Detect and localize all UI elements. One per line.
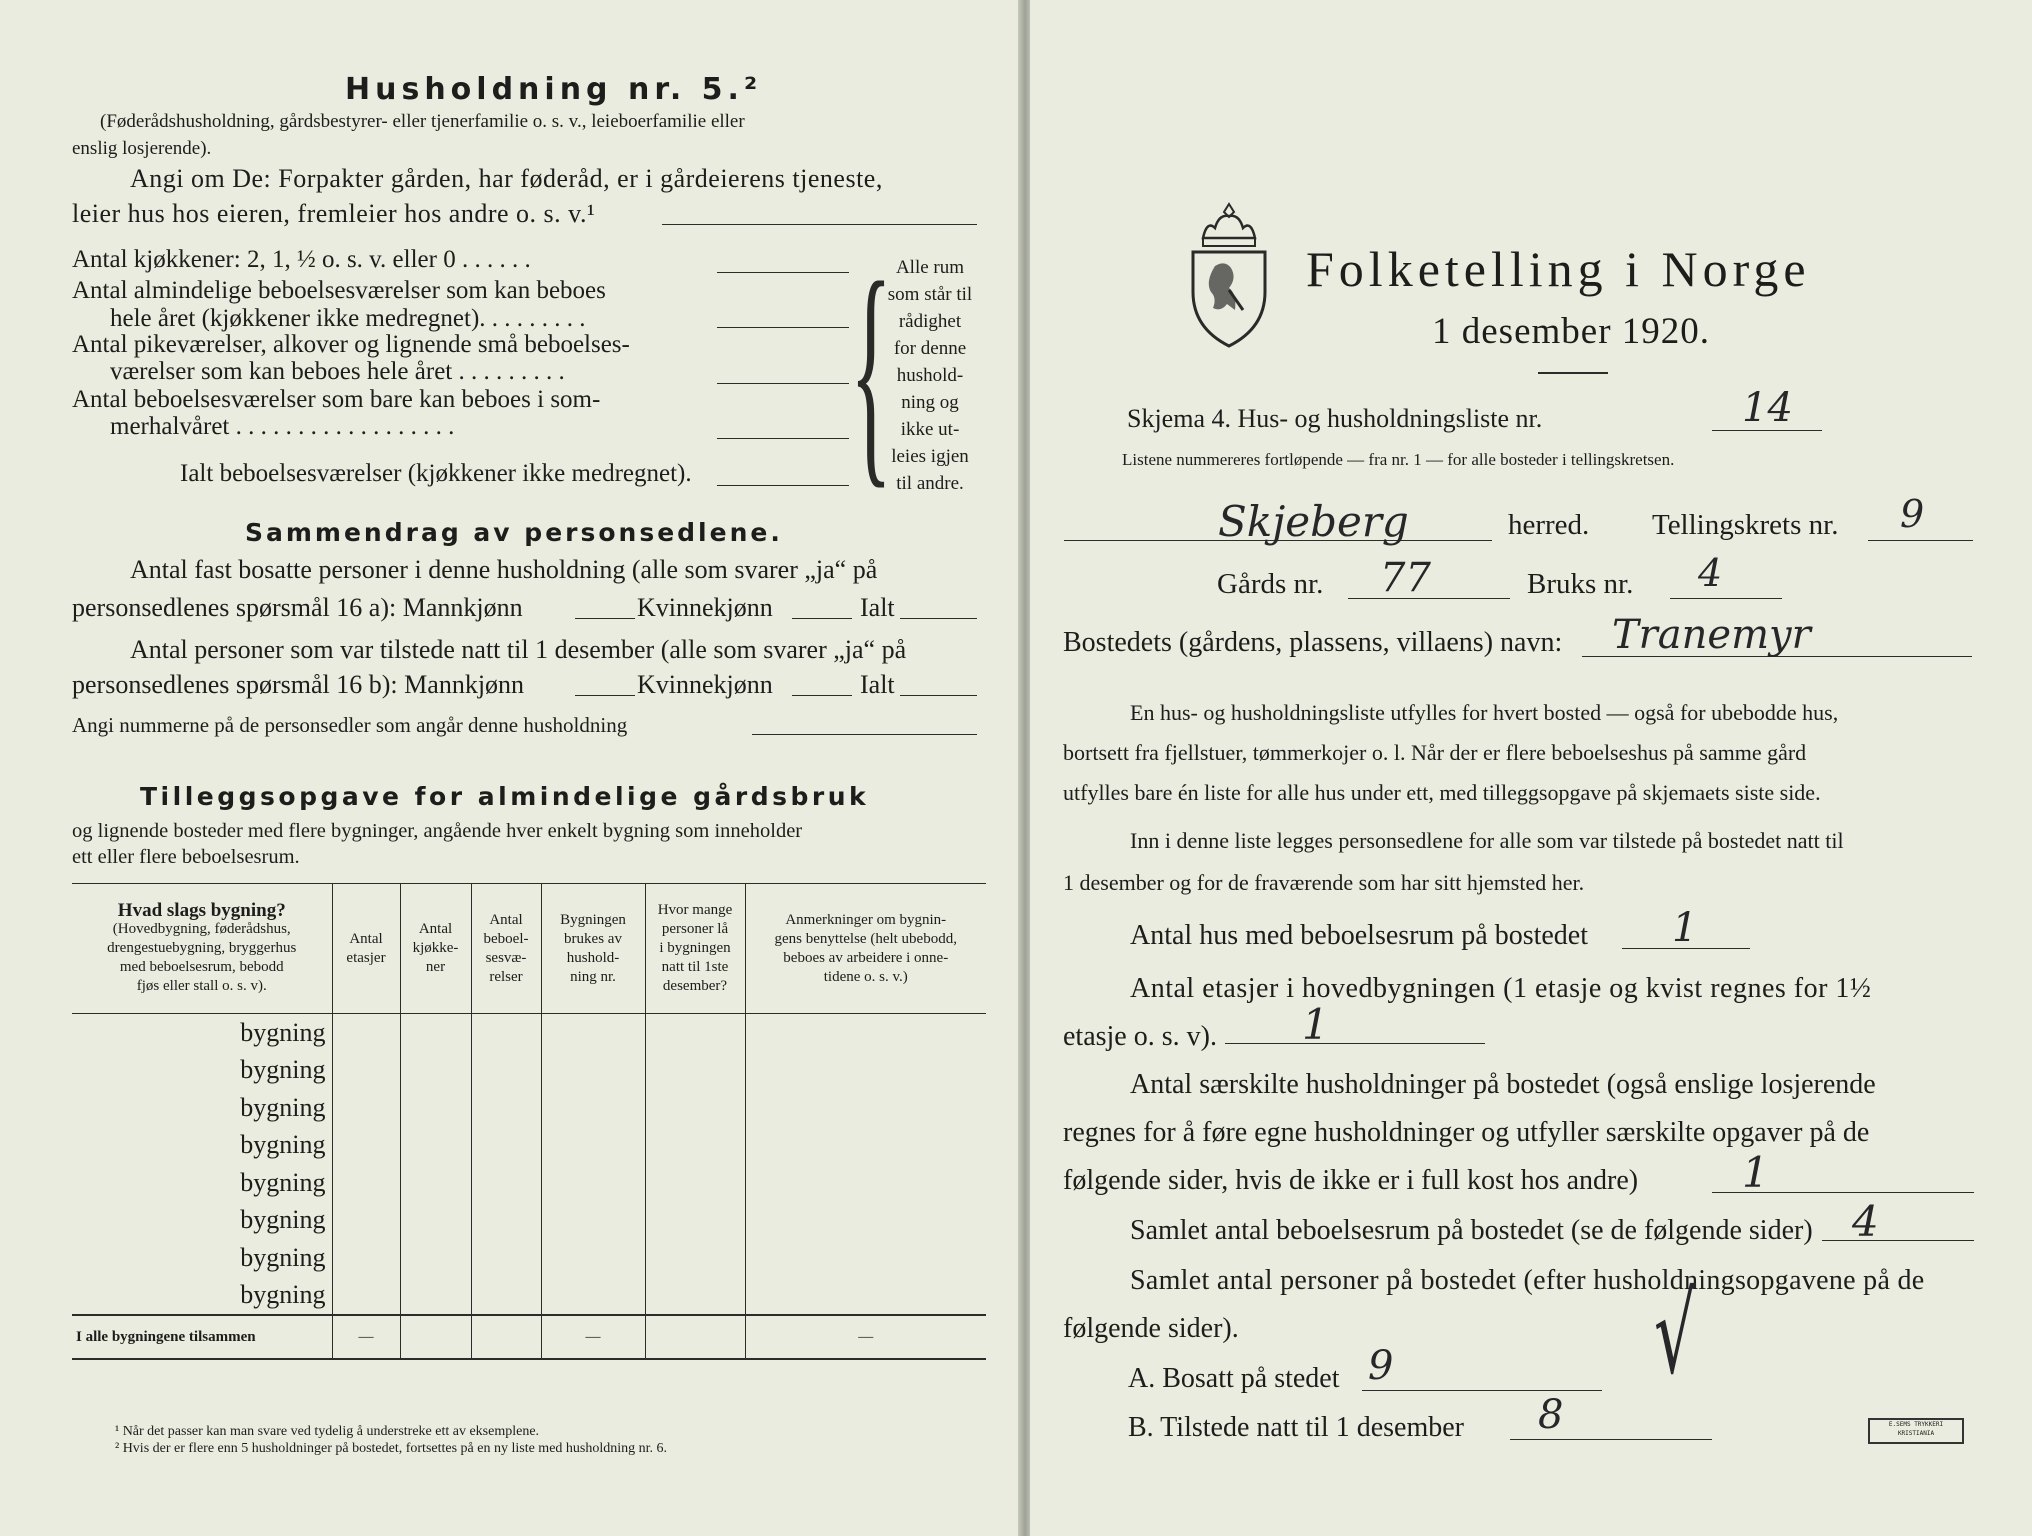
footnote-2: ² Hvis der er flere enn 5 husholdninger på bostedet, fortsettes på en ny liste med husholdning nr. 6.: [115, 1441, 668, 1456]
herred-value: Skjeberg: [1218, 497, 1409, 546]
col-floors: Antal etasjer: [332, 884, 400, 1014]
summary-line-2: personsedlenes spørsmål 16 a): Mannkjønn: [72, 593, 523, 622]
building-persons-cell[interactable]: [645, 1014, 745, 1052]
q-floors-value: 1: [1302, 1000, 1329, 1049]
rooms-brace: {: [850, 232, 892, 509]
resident-female-line[interactable]: [792, 618, 852, 619]
building-row: [72, 1277, 986, 1316]
building-household-cell[interactable]: [541, 1164, 645, 1202]
total-label: I alle bygningene tilsammen: [72, 1315, 332, 1359]
building-persons-cell[interactable]: [645, 1202, 745, 1240]
building-remarks-cell[interactable]: [745, 1089, 986, 1127]
total-remarks[interactable]: —: [745, 1315, 986, 1359]
present-value: 8: [1538, 1392, 1564, 1438]
schema-nr-value: 14: [1742, 385, 1793, 431]
building-remarks-cell[interactable]: [745, 1239, 986, 1277]
building-type-cell[interactable]: bygning: [72, 1164, 332, 1202]
building-type-cell[interactable]: bygning: [72, 1089, 332, 1127]
rooms-maid-2: værelser som kan beboes hele året . . . . . . . . .: [110, 358, 565, 385]
rooms-maid-1: Antal pikeværelser, alkover og lignende små beboelses-: [72, 331, 630, 358]
building-remarks-cell[interactable]: [745, 1127, 986, 1165]
building-remarks-cell[interactable]: [745, 1014, 986, 1052]
building-kitchens-cell[interactable]: [400, 1089, 471, 1127]
summary-female-1: Kvinnekjønn: [637, 593, 773, 622]
q-floors-1: Antal etasjer i hovedbygningen (1 etasje og kvist regnes for 1½: [1130, 973, 1872, 1004]
building-kitchens-cell[interactable]: [400, 1127, 471, 1165]
instruction-1c: utfylles bare én liste for alle hus under ett, med tilleggsopgave på skjemaets siste side.: [1063, 780, 1821, 805]
building-persons-cell[interactable]: [645, 1089, 745, 1127]
col-household-nr: Bygningen brukes av hushold- ning nr.: [541, 884, 645, 1014]
summary-title: Sammendrag av personsedlene.: [245, 518, 783, 547]
building-household-cell[interactable]: [541, 1202, 645, 1240]
q-households-2: regnes for å føre egne husholdninger og utfyller særskilte opgaver på de: [1063, 1117, 1870, 1148]
supplement-title: Tilleggsopgave for almindelige gårdsbruk: [140, 782, 870, 811]
building-household-cell[interactable]: [541, 1052, 645, 1090]
bruks-value: 4: [1698, 551, 1723, 595]
right-page: [1030, 0, 2032, 1536]
total-rooms-answer-line[interactable]: [717, 485, 849, 486]
q-rooms: Samlet antal beboelsesrum på bostedet (se de følgende sider): [1130, 1215, 1813, 1246]
building-row: [72, 1089, 986, 1127]
present-line[interactable]: [1510, 1439, 1712, 1440]
present-label: B. Tilstede natt til 1 desember: [1128, 1412, 1464, 1443]
resident-label: A. Bosatt på stedet: [1128, 1363, 1340, 1394]
summary-line-1: Antal fast bosatte personer i denne husholdning (alle som svarer „ja“ på: [130, 555, 878, 584]
summary-line-4: personsedlenes spørsmål 16 b): Mannkjønn: [72, 670, 525, 699]
supplement-text-1: og lignende bosteder med flere bygninger, angående hver enkelt bygning som inneholder: [72, 820, 803, 842]
ask-answer-line[interactable]: [662, 224, 977, 225]
building-row: [72, 1202, 986, 1240]
numbers-answer-line[interactable]: [752, 734, 977, 735]
building-persons-cell[interactable]: [645, 1164, 745, 1202]
buildings-table-header: [72, 884, 986, 1014]
building-rooms-cell[interactable]: [471, 1052, 541, 1090]
total-household[interactable]: —: [541, 1315, 645, 1359]
census-date: 1 desember 1920.: [1432, 311, 1711, 352]
building-kitchens-cell[interactable]: [400, 1052, 471, 1090]
krets-line[interactable]: [1868, 540, 1973, 541]
col-building-type: Hvad slags bygning? (Hovedbygning, føderådshus, drengestuebygning, bryggerhus med beboelsesrum, bebodd fjøs eller stall o. s. v).: [72, 884, 332, 1014]
bosted-value: Tranemyr: [1612, 612, 1811, 658]
building-household-cell[interactable]: [541, 1127, 645, 1165]
household-title: Husholdning nr. 5.²: [345, 72, 763, 107]
resident-value: 9: [1368, 1343, 1394, 1389]
building-row: [72, 1164, 986, 1202]
rooms-summer-1: Antal beboelsesværelser som bare kan beboes i som-: [72, 386, 601, 413]
buildings-total-row: [72, 1315, 986, 1359]
building-remarks-cell[interactable]: [745, 1164, 986, 1202]
krets-label: Tellingskrets nr.: [1652, 509, 1839, 541]
schema-label: Skjema 4. Hus- og husholdningsliste nr.: [1127, 404, 1543, 433]
total-persons[interactable]: [645, 1315, 745, 1359]
building-row: [72, 1014, 986, 1052]
building-persons-cell[interactable]: [645, 1277, 745, 1316]
building-row: [72, 1127, 986, 1165]
building-remarks-cell[interactable]: [745, 1052, 986, 1090]
building-floors-cell[interactable]: [332, 1014, 400, 1052]
building-remarks-cell[interactable]: [745, 1277, 986, 1316]
q-persons-1: Samlet antal personer på bostedet (efter husholdningsopgavene på de: [1130, 1265, 1925, 1296]
rooms-total: Ialt beboelsesværelser (kjøkkener ikke medregnet).: [180, 460, 692, 487]
building-floors-cell[interactable]: [332, 1202, 400, 1240]
total-kitchens[interactable]: [400, 1315, 471, 1359]
gards-label: Gårds nr.: [1217, 568, 1324, 600]
herred-label: herred.: [1508, 509, 1590, 541]
gards-value: 77: [1380, 555, 1431, 601]
building-floors-cell[interactable]: [332, 1052, 400, 1090]
total-floors[interactable]: —: [332, 1315, 400, 1359]
building-remarks-cell[interactable]: [745, 1202, 986, 1240]
q-rooms-value: 4: [1852, 1197, 1879, 1246]
building-row: [72, 1239, 986, 1277]
q-houses-value: 1: [1672, 905, 1698, 951]
resident-total-line[interactable]: [900, 618, 977, 619]
q-households-value: 1: [1742, 1148, 1769, 1197]
present-female-line[interactable]: [792, 695, 852, 696]
building-row: [72, 1052, 986, 1090]
q-households-3: følgende sider, hvis de ikke er i full kost hos andre): [1063, 1165, 1639, 1196]
q-floors-2: etasje o. s. v).: [1063, 1021, 1217, 1052]
building-type-cell[interactable]: bygning: [72, 1239, 332, 1277]
col-rooms: Antal beboel- sesvæ- relser: [471, 884, 541, 1014]
rooms-summer-2: merhalvåret . . . . . . . . . . . . . . . . . .: [110, 413, 455, 440]
intro-line-2: enslig losjerende).: [72, 138, 212, 159]
q-rooms-line[interactable]: [1822, 1240, 1974, 1241]
building-floors-cell[interactable]: [332, 1277, 400, 1316]
instruction-1a: En hus- og husholdningsliste utfylles for hvert bosted — også for ubebodde hus,: [1130, 700, 1839, 725]
building-floors-cell[interactable]: [332, 1089, 400, 1127]
building-rooms-cell[interactable]: [471, 1202, 541, 1240]
q-households-1: Antal særskilte husholdninger på bostedet (også enslige losjerende: [1130, 1069, 1876, 1100]
ordinary-answer-line[interactable]: [717, 327, 849, 328]
instruction-1b: bortsett fra fjellstuer, tømmerkojer o. l. Når der er flere beboelseshus på samme gård: [1063, 740, 1807, 765]
building-household-cell[interactable]: [541, 1014, 645, 1052]
building-household-cell[interactable]: [541, 1277, 645, 1316]
q-houses: Antal hus med beboelsesrum på bostedet: [1130, 920, 1589, 951]
rooms-ordinary-1: Antal almindelige beboelsesværelser som kan beboes: [72, 277, 606, 304]
q-persons-2: følgende sider).: [1063, 1313, 1239, 1344]
building-rooms-cell[interactable]: [471, 1089, 541, 1127]
printer-stamp: E.SEMS TRYKKERI KRISTIANIA: [1868, 1418, 1964, 1444]
instruction-2b: 1 desember og for de fraværende som har sitt hjemsted her.: [1063, 870, 1585, 895]
building-kitchens-cell[interactable]: [400, 1239, 471, 1277]
footnote-1: ¹ Når det passer kan man svare ved tydelig å understreke ett av eksemplene.: [115, 1424, 540, 1439]
building-kitchens-cell[interactable]: [400, 1277, 471, 1316]
building-rooms-cell[interactable]: [471, 1277, 541, 1316]
summary-female-2: Kvinnekjønn: [637, 670, 773, 699]
building-rooms-cell[interactable]: [471, 1239, 541, 1277]
bruks-label: Bruks nr.: [1527, 568, 1634, 600]
building-type-cell[interactable]: bygning: [72, 1014, 332, 1052]
building-household-cell[interactable]: [541, 1239, 645, 1277]
building-type-cell[interactable]: bygning: [72, 1202, 332, 1240]
resident-line[interactable]: [1362, 1390, 1602, 1391]
instruction-2a: Inn i denne liste legges personsedlene for alle som var tilstede på bostedet natt til: [1130, 828, 1844, 853]
col-remarks: Anmerkninger om bygnin- gens benyttelse (helt ubebodd, beboes av arbeidere i onne- tidene o. s. v.): [745, 884, 986, 1014]
q-floors-line[interactable]: [1225, 1043, 1485, 1044]
building-rooms-cell[interactable]: [471, 1014, 541, 1052]
present-male-line[interactable]: [575, 695, 635, 696]
building-rooms-cell[interactable]: [471, 1164, 541, 1202]
building-persons-cell[interactable]: [645, 1127, 745, 1165]
krets-value: 9: [1900, 492, 1925, 536]
col-persons: Hvor mange personer lå i bygningen natt til 1ste desember?: [645, 884, 745, 1014]
building-kitchens-cell[interactable]: [400, 1164, 471, 1202]
intro-line-1: (Føderådshusholdning, gårdsbestyrer- eller tjenerfamilie o. s. v., leieboerfamilie eller: [100, 111, 745, 132]
building-floors-cell[interactable]: [332, 1239, 400, 1277]
present-total-line[interactable]: [900, 695, 977, 696]
bosted-label: Bostedets (gårdens, plassens, villaens) navn:: [1063, 627, 1563, 658]
rooms-kitchens: Antal kjøkkener: 2, 1, ½ o. s. v. eller 0 . . . . . .: [72, 246, 531, 273]
building-kitchens-cell[interactable]: [400, 1202, 471, 1240]
building-type-cell[interactable]: bygning: [72, 1127, 332, 1165]
resident-male-line[interactable]: [575, 618, 635, 619]
rooms-note: Alle rum som står til rådighet for denne hushold- ning og ikke ut- leies igjen til andre.: [887, 257, 973, 494]
summary-total-1: Ialt: [860, 593, 895, 622]
summer-answer-line[interactable]: [717, 438, 849, 439]
building-type-cell[interactable]: bygning: [72, 1277, 332, 1316]
building-type-cell[interactable]: bygning: [72, 1052, 332, 1090]
rooms-ordinary-2: hele året (kjøkkener ikke medregnet). . . . . . . . .: [110, 305, 586, 332]
building-persons-cell[interactable]: [645, 1052, 745, 1090]
numbering-note: Listene nummereres fortløpende — fra nr. 1 — for alle bosteder i tellingskretsen.: [1122, 450, 1675, 469]
summary-total-2: Ialt: [860, 670, 895, 699]
building-persons-cell[interactable]: [645, 1239, 745, 1277]
bruks-line[interactable]: [1670, 598, 1782, 599]
summary-numbers: Angi nummerne på de personsedler som angår denne husholdning: [72, 713, 628, 737]
total-rooms[interactable]: [471, 1315, 541, 1359]
building-household-cell[interactable]: [541, 1089, 645, 1127]
form-title: Folketelling i Norge: [1306, 241, 1811, 297]
building-rooms-cell[interactable]: [471, 1127, 541, 1165]
checkmark-icon: √: [1654, 1270, 1697, 1398]
kitchens-answer-line[interactable]: [717, 272, 849, 273]
summary-line-3: Antal personer som var tilstede natt til 1 desember (alle som svarer „ja“ på: [130, 635, 907, 664]
coat-of-arms-icon: [1185, 200, 1273, 350]
ask-line-1: Angi om De: Forpakter gården, har føderåd, er i gårdeierens tjeneste,: [130, 164, 883, 193]
building-floors-cell[interactable]: [332, 1164, 400, 1202]
title-rule: [1538, 372, 1608, 374]
building-floors-cell[interactable]: [332, 1127, 400, 1165]
col-kitchens: Antal kjøkke- ner: [400, 884, 471, 1014]
building-kitchens-cell[interactable]: [400, 1014, 471, 1052]
maid-answer-line[interactable]: [717, 383, 849, 384]
buildings-table: [72, 883, 986, 1360]
ask-line-2: leier hus hos eieren, fremleier hos andre o. s. v.¹: [72, 199, 596, 228]
supplement-text-2: ett eller flere beboelsesrum.: [72, 846, 300, 868]
